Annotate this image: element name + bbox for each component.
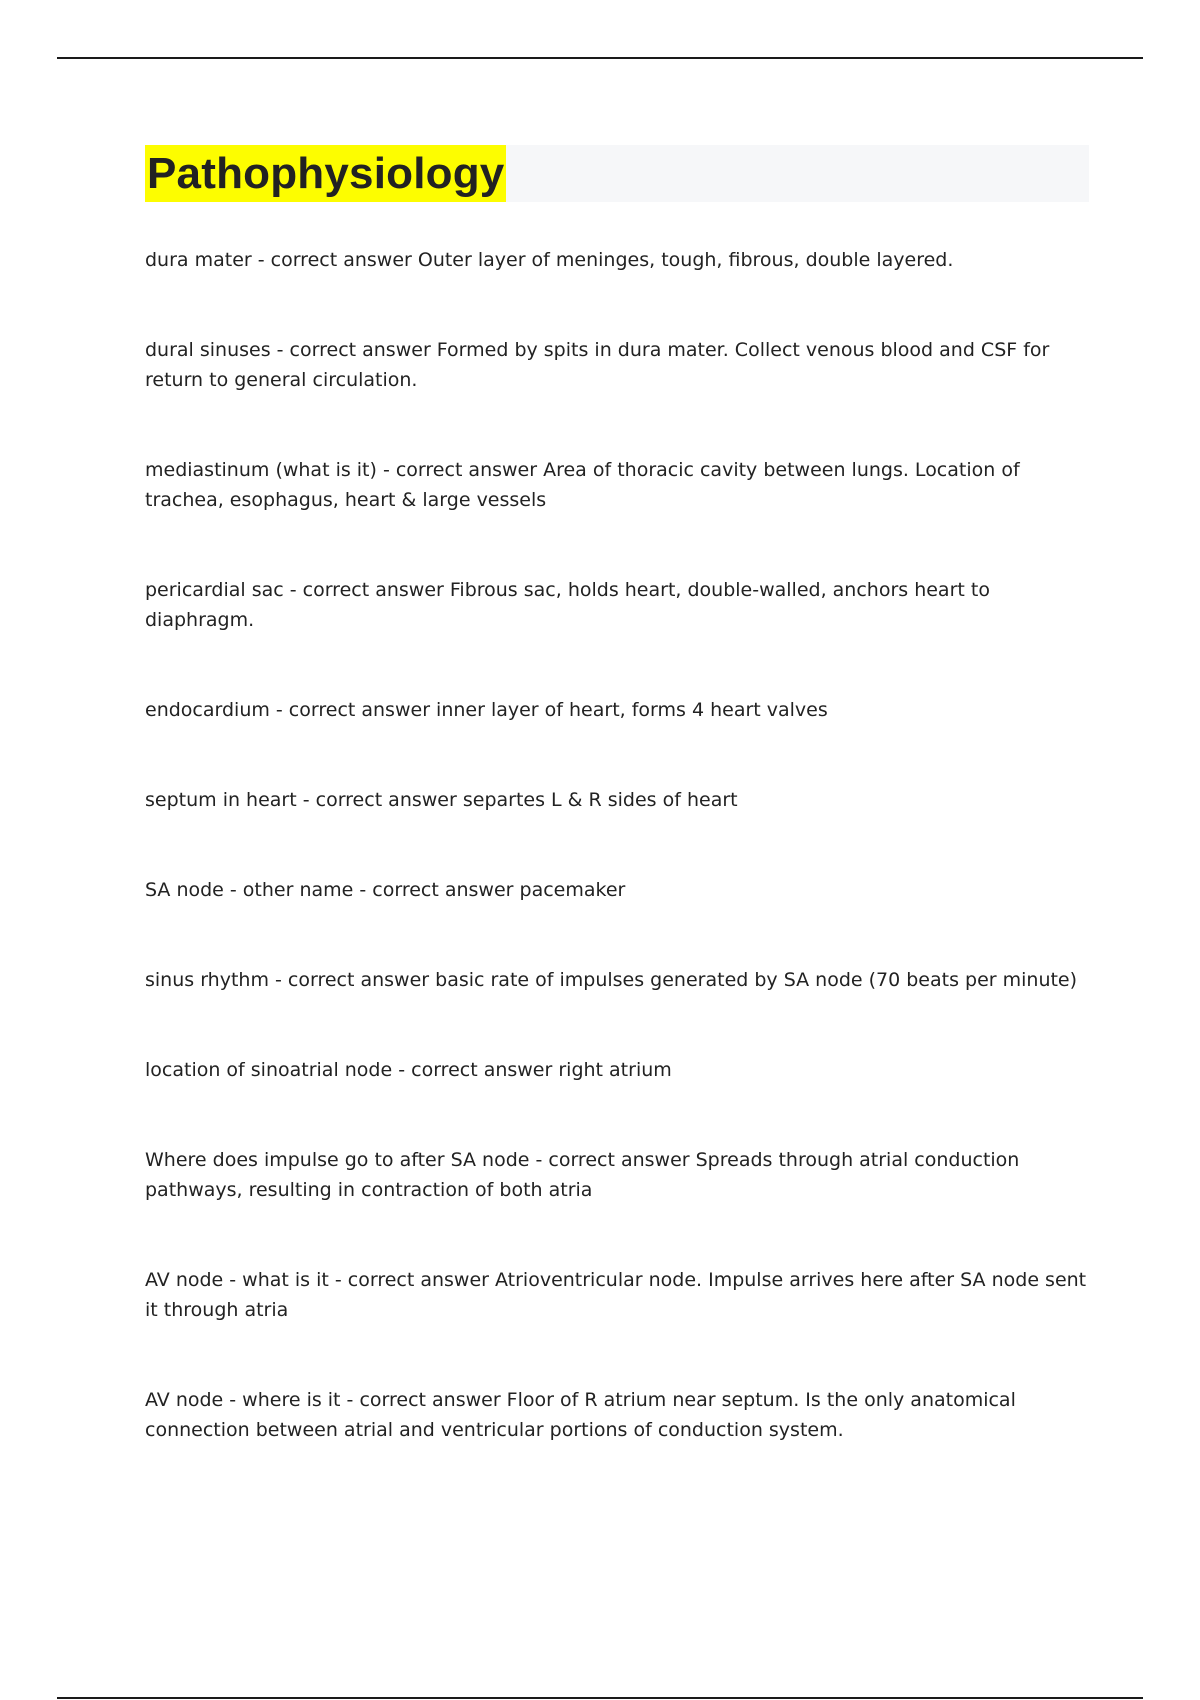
list-item: location of sinoatrial node - correct answer right atrium (145, 1059, 672, 1081)
list-item: mediastinum (what is it) - correct answer Area of thoracic cavity between lungs. Location of trachea, esophagus, heart & large vessels (145, 459, 1020, 511)
page-title: Pathophysiology (145, 145, 506, 202)
top-rule (57, 57, 1143, 59)
list-item: dural sinuses - correct answer Formed by spits in dura mater. Collect venous blood and CSF for return to general circulation. (145, 339, 1050, 391)
list-item: AV node - where is it - correct answer Floor of R atrium near septum. Is the only anatomical connection between atrial and ventricular portions of conduction system. (145, 1389, 1016, 1441)
list-item: endocardium - correct answer inner layer of heart, forms 4 heart valves (145, 699, 828, 721)
list-item: AV node - what is it - correct answer Atrioventricular node. Impulse arrives here after SA node sent it through atria (145, 1269, 1087, 1321)
list-item: dura mater - correct answer Outer layer of meninges, tough, fibrous, double layered. (145, 249, 954, 271)
list-item: sinus rhythm - correct answer basic rate of impulses generated by SA node (70 beats per minute) (145, 969, 1078, 991)
entry-list (145, 245, 1090, 1445)
list-item: SA node - other name - correct answer pacemaker (145, 879, 626, 901)
list-item: septum in heart - correct answer separtes L & R sides of heart (145, 789, 738, 811)
bottom-rule (57, 1697, 1143, 1699)
list-item: pericardial sac - correct answer Fibrous sac, holds heart, double-walled, anchors heart to diaphragm. (145, 579, 990, 631)
list-item: Where does impulse go to after SA node - correct answer Spreads through atrial conduction pathways, resulting in contraction of both atria (145, 1149, 1020, 1201)
